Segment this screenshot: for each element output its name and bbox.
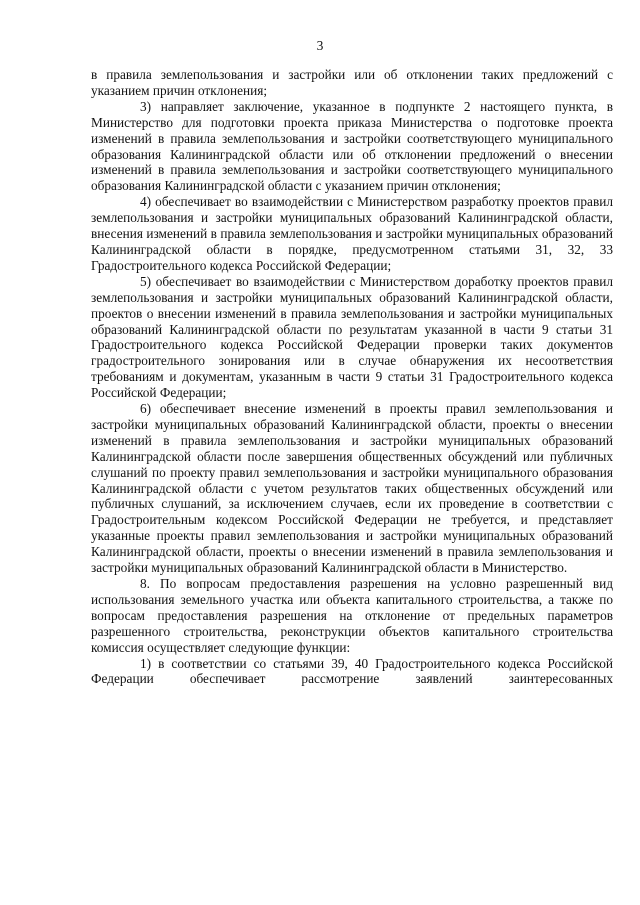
paragraph-item-4: 4) обеспечивает во взаимодействии с Министерством разработку проектов правил землепользования и застройки муниципальных образований Калининградской области, внесения изменений в правила землепользования и застройки муниципальных образований Калининградской области в порядке, предусмотренном статьями 31, 32, 33 Градостроительного кодекса Российской Федерации; [91, 194, 613, 273]
paragraph-item-3: 3) направляет заключение, указанное в подпункте 2 настоящего пункта, в Министерство для подготовки проекта приказа Министерства о подготовке проекта изменений в правила землепользования и застройки соответствующего муниципального образования Калининградской области или об отклонении предложений о внесении изменений в правила землепользования и застройки соответствующего муниципального образования Калининградской области с указанием причин отклонения; [91, 98, 613, 194]
paragraph-section-8: 8. По вопросам предоставления разрешения на условно разрешенный вид использования земельного участка или объекта капитального строительства, а также по вопросам предоставления разрешения на отклонение от предельных параметров разрешенного строительства, реконструкции объектов капитального строительства комиссия осуществляет следующие функции: [91, 576, 613, 655]
paragraph-item-5: 5) обеспечивает во взаимодействии с Министерством доработку проектов правил землепользования и застройки муниципальных образований Калининградской области, проектов о внесении изменений в правила землепользования и застройки муниципальных образований Калининградской области по результатам указанной в части 9 статьи 31 Градостроительного кодекса Российской Федерации проверки таких документов градостроительного зонирования или в случае обнаружения их несоответствия требованиям и документам, указанным в части 9 статьи 31 Градостроительного кодекса Российской Федерации; [91, 273, 613, 401]
paragraph-continuation: в правила землепользования и застройки или об отклонении таких предложений с указанием причин отклонения; [91, 67, 613, 98]
paragraph-item-6: 6) обеспечивает внесение изменений в проекты правил землепользования и застройки муниципальных образований Калининградской области, проекты о внесении изменений в правила землепользования и застройки муниципальных образований Калининградской области после завершения общественных обсуждений или публичных слушаний по проекту правил землепользования и застройки муниципального образования Калининградской области с учетом результатов таких общественных обсуждений или публичных слушаний, за исключением случаев, если их проведение в соответствии с Градостроительным кодексом Российской Федерации не требуется, и представляет указанные проекты правил землепользования и застройки муниципальных образований Калининградской области, проекты о внесении изменений в правила землепользования и застройки муниципальных образований Калининградской области в Министерство. [91, 401, 613, 576]
document-body [91, 67, 613, 687]
page-number: 3 [316, 38, 324, 53]
paragraph-section-8-item-1: 1) в соответствии со статьями 39, 40 Градостроительного кодекса Российской Федерации обеспечивает рассмотрение заявлений заинтересованных [91, 655, 613, 687]
